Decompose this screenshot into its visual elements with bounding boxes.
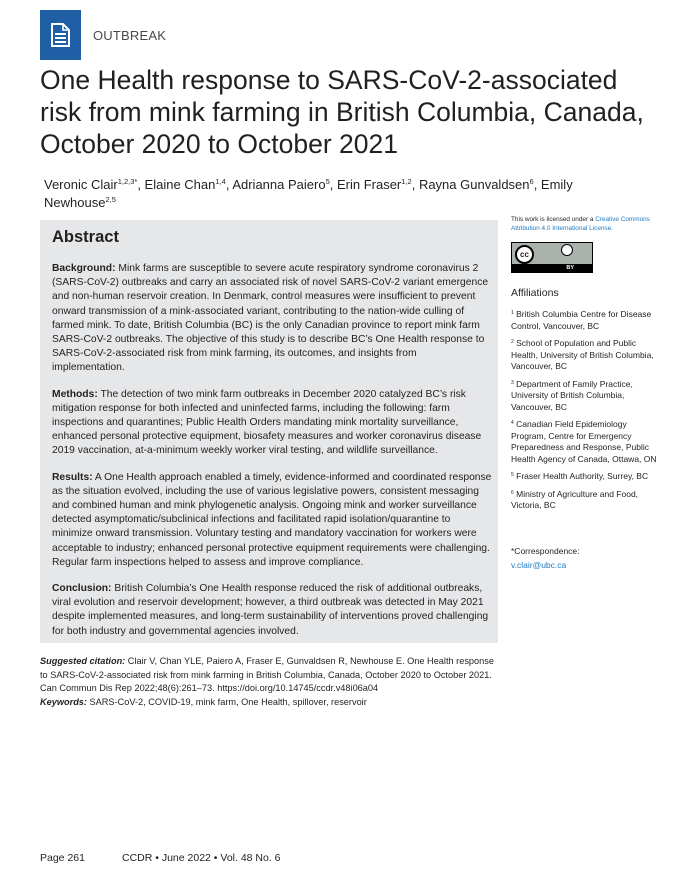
correspondence-email-link[interactable]: v.clair@ubc.ca bbox=[511, 560, 567, 570]
page-number: Page 261 bbox=[40, 852, 85, 864]
abstract-box bbox=[40, 220, 498, 643]
author: Veronic Clair$^{1,2,3*}$, bbox=[44, 177, 145, 192]
section-badge bbox=[40, 10, 81, 60]
author: Adrianna Paiero$^5$, bbox=[232, 177, 337, 192]
author: Emily Newhouse$^{2,5}$ bbox=[44, 177, 573, 210]
document-icon bbox=[51, 23, 70, 47]
cc-icon: cc bbox=[515, 245, 534, 264]
author: Rayna Gunvaldsen$^6$, bbox=[418, 177, 541, 192]
by-label: BY bbox=[512, 264, 592, 272]
affiliation-item: $^6$ Ministry of Agriculture and Food, Victoria, BC bbox=[511, 488, 639, 511]
author-list bbox=[44, 176, 644, 212]
article-title: One Health response to SARS-CoV-2-associated risk from mink farming in British Columbia, Canada, October 2020 to October 2021 bbox=[40, 65, 644, 159]
keywords: Keywords: SARS-CoV-2, COVID-19, mink farm, One Health, spillover, reservoir bbox=[40, 696, 367, 707]
author: Erin Fraser$^{1,2}$, bbox=[336, 177, 419, 192]
affiliations-heading: Affiliations bbox=[511, 287, 559, 300]
license-text: This work is licensed under a Creative Commons Attribution 4.0 International License. bbox=[511, 216, 650, 232]
suggested-citation: Suggested citation: Clair V, Chan YLE, Paiero A, Fraser E, Gunvaldsen R, Newhouse E. One Health response to SARS-CoV-2-associated risk from mink farming in British Columbia, Canada, October 2020 to October 2021. Can Commun Dis Rep 2022;48(6):261–73. https://doi.org/10.14745/ccdr.v48i06a04 bbox=[40, 656, 494, 693]
cc-by-badge[interactable] bbox=[511, 242, 593, 273]
affiliation-item: $^2$ School of Population and Public Health, University of British Columbia, Vancouver, BC bbox=[511, 338, 654, 372]
affiliation-item: $^5$ Fraser Health Authority, Surrey, BC bbox=[511, 471, 649, 482]
affiliation-item: $^3$ Department of Family Practice, University of British Columbia, Vancouver, BC bbox=[511, 378, 633, 412]
abstract-results: Results: A One Health approach enabled a timely, evidence-informed and coordinated response as the situation evolved, including the use of various legislative powers, consistent messaging and combined human and mink phylogenetic analysis. Ongoing mink and worker surveillance detected asymptomatic/subclinical infections and facilitated rapid isolation/quarantine to minimize onward transmission. Voluntary testing and mandatory vaccination for workers were acceptable to industry; enhanced personal protective equipment requirements were challenging. Regular farm inspections helped to assess and improve compliance. bbox=[52, 471, 492, 568]
abstract-conclusion: Conclusion: British Columbia’s One Health response reduced the risk of additional outbreaks, viral evolution and reservoir development; however, a third outbreak was detected in May 2021 despite implemented measures, and long-term sustainability of interventions proved challenging for both industry and governmental agencies involved. bbox=[52, 583, 489, 637]
author: Elaine Chan$^{1,4}$, bbox=[144, 177, 233, 192]
journal-info: CCDR • June 2022 • Vol. 48 No. 6 bbox=[122, 852, 281, 864]
correspondence-label: *Correspondence: bbox=[511, 546, 580, 556]
section-label: OUTBREAK bbox=[93, 28, 167, 43]
license-link[interactable]: Creative Commons Attribution 4.0 International License. bbox=[511, 216, 650, 232]
abstract-body bbox=[52, 262, 492, 651]
sidebar bbox=[511, 216, 661, 518]
abstract-methods: Methods: The detection of two mink farm outbreaks in December 2020 catalyzed BC’s risk mitigation response for both infected and uninfected farms, including the following: farm inspections and quarantines; Public Health Orders mandating mink mortality surveillance, enhanced personal protective equipment, biosafety measures and worker coronavirus disease 2019 vaccination, at-a-minimum weekly worker viral testing, and wildlife surveillance. bbox=[52, 388, 482, 457]
person-icon bbox=[561, 244, 573, 256]
page-footer bbox=[40, 852, 281, 864]
abstract-background: Background: Mink farms are susceptible to severe acute respiratory syndrome coronavirus 2 (SARS-CoV-2) outbreaks and carry an associated risk of novel SARS-CoV-2 variant emergence and non-human reservoir creation. In Denmark, control measures were insufficient to prevent onward transmission of a mink-associated variant, contributing to the nation-wide culling of farmed mink. To date, British Columbia (BC) is the only Canadian province to report mink farm SARS-CoV-2 outbreaks. The objective of this study is to describe BC’s One Health response to SARS-CoV-2-associated risk from mink farming, its outcomes, and insights from implementation. bbox=[52, 263, 489, 374]
citation-block bbox=[40, 655, 500, 709]
affiliations-list bbox=[511, 309, 661, 512]
affiliation-item: $^4$ Canadian Field Epidemiology Program, Centre for Emergency Preparedness and Response, Public Health Agency of Canada, Ottawa, ON bbox=[511, 419, 657, 464]
affiliation-item: $^1$ British Columbia Centre for Disease Control, Vancouver, BC bbox=[511, 309, 652, 331]
abstract-heading: Abstract bbox=[52, 228, 119, 246]
